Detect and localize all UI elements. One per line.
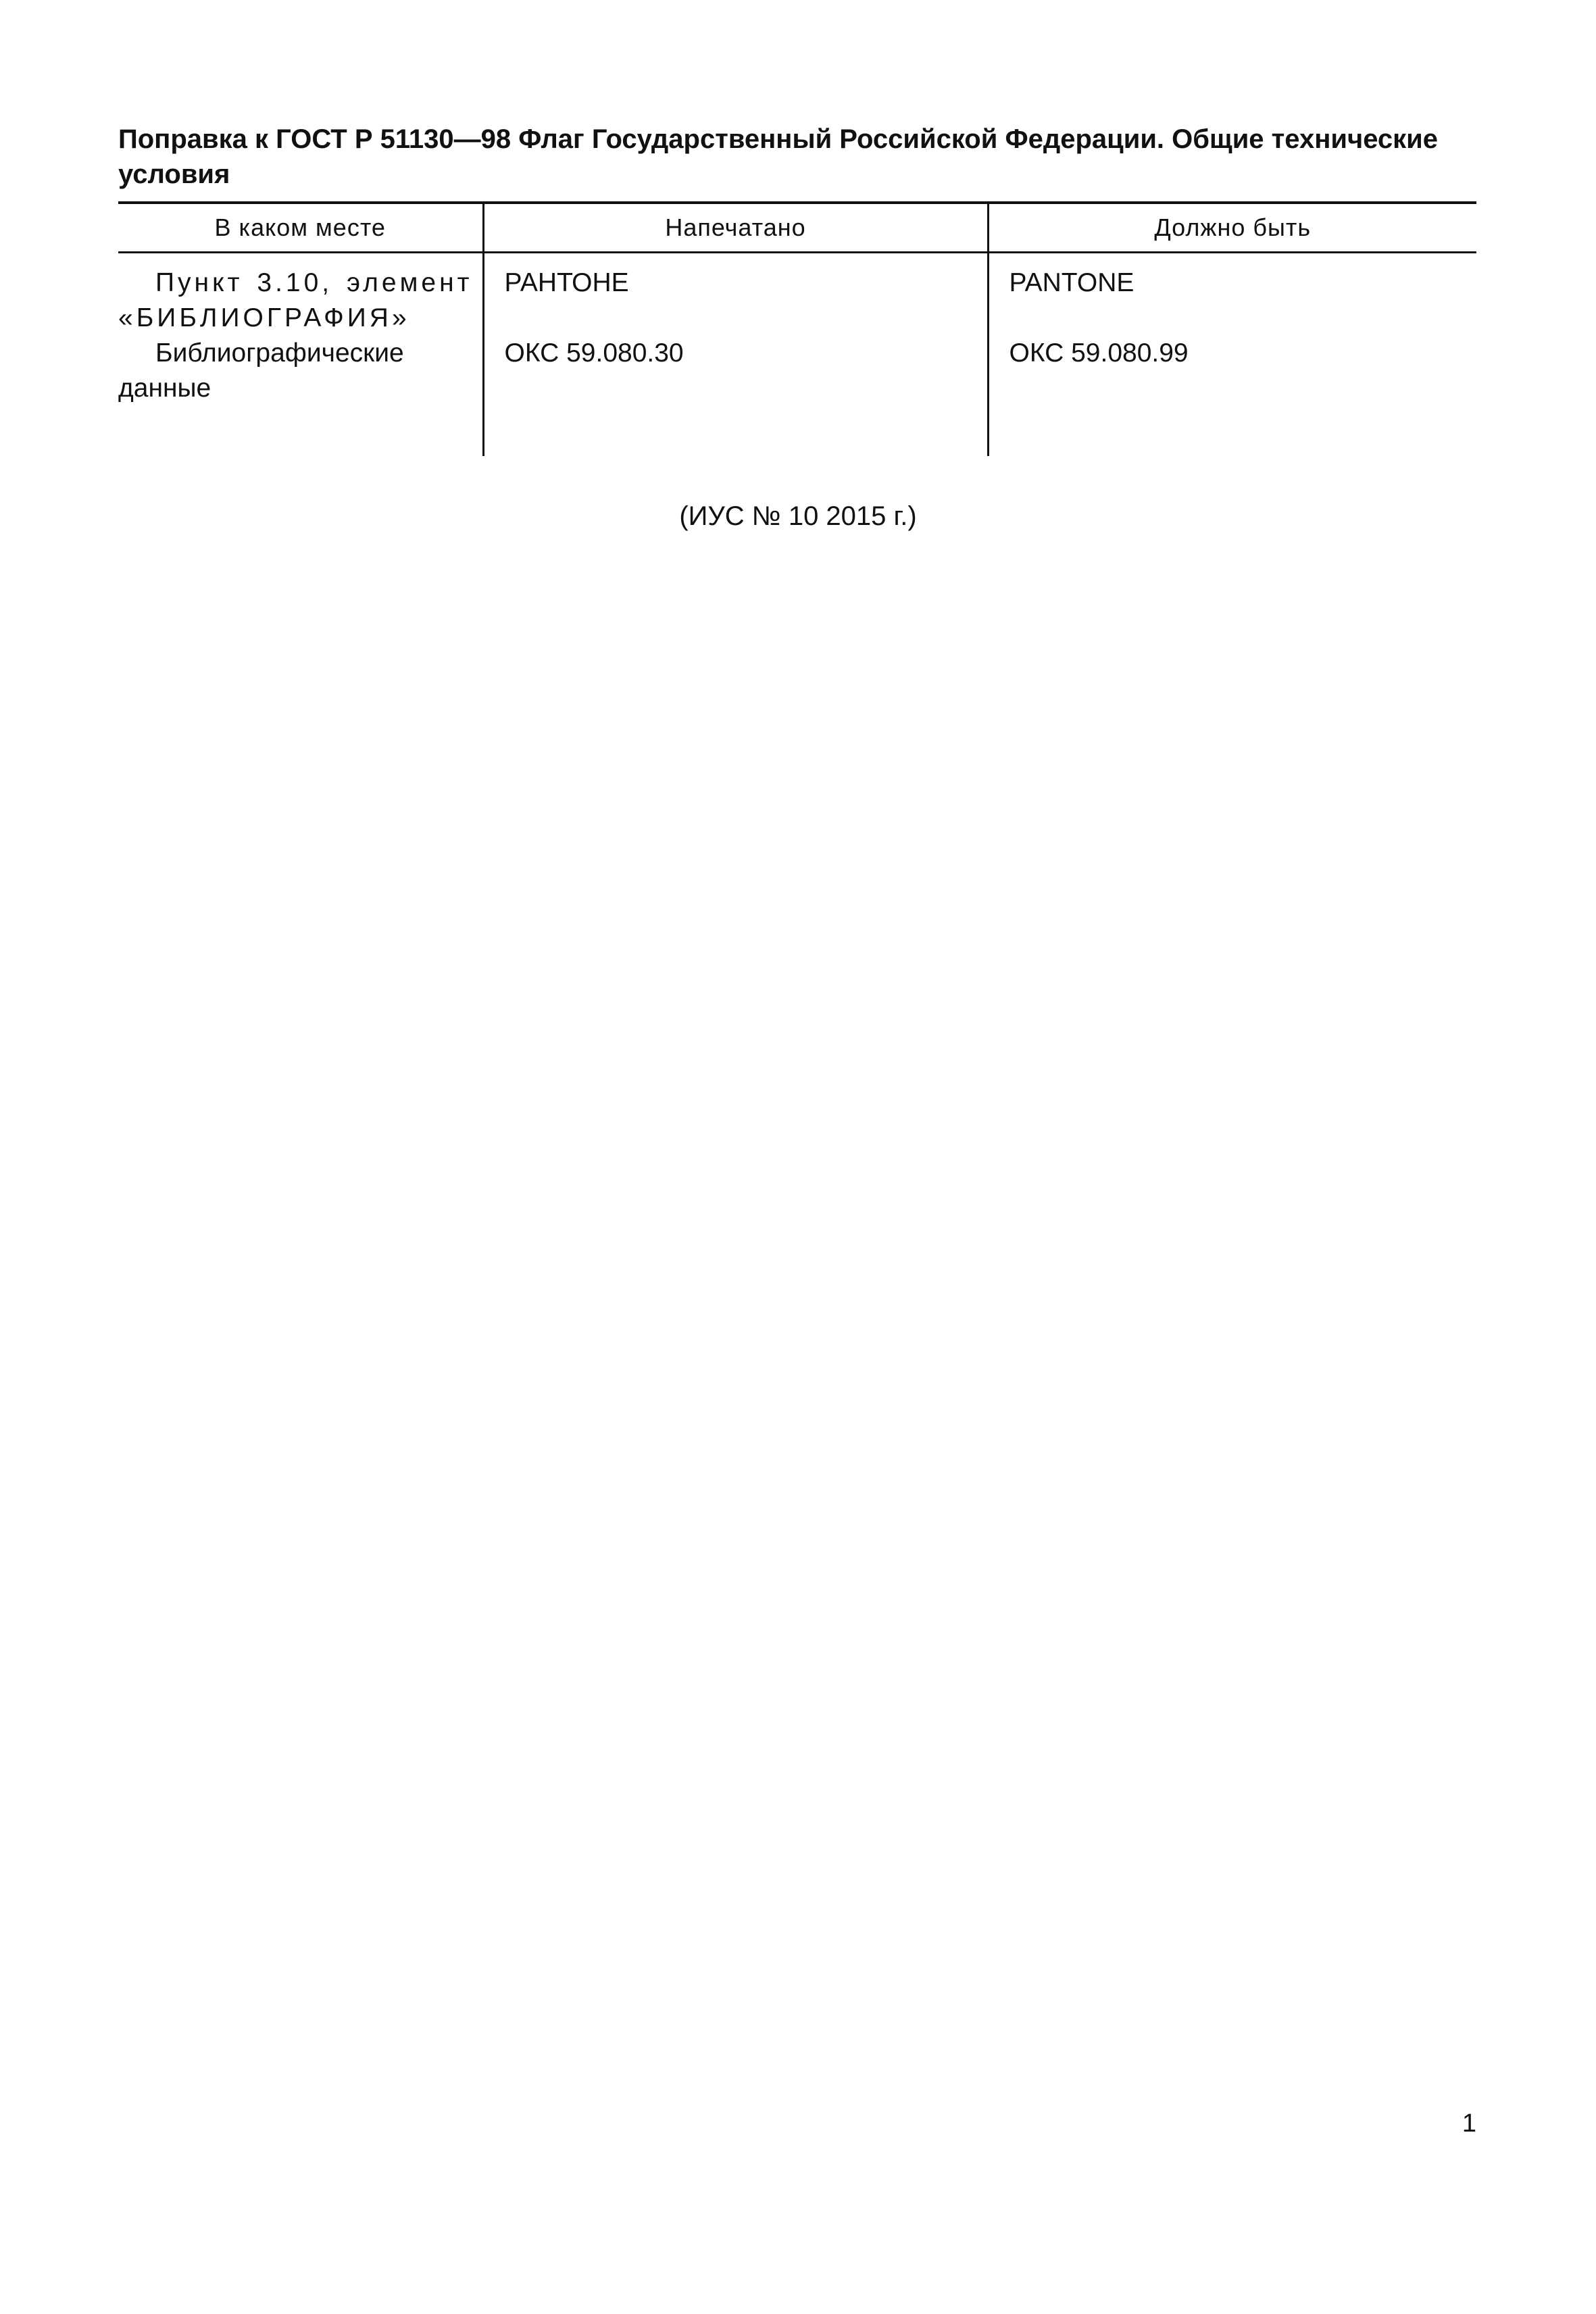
correct-value-2: ОКС 59.080.99: [1009, 338, 1189, 368]
place-item-1: Пункт 3.10, элемент «БИБЛИОГРАФИЯ»: [118, 268, 473, 332]
printed-cell: [483, 253, 988, 457]
place-item-2: Библиографические данные: [118, 338, 404, 403]
document-title: Поправка к ГОСТ Р 51130—98 Флаг Государственный Российской Федерации. Общие технические условия: [118, 124, 1439, 189]
correct-value-1: PANTONE: [1009, 268, 1134, 297]
header-printed: Напечатано: [483, 203, 988, 253]
header-place: В каком месте: [118, 203, 483, 253]
source-reference: (ИУС № 10 2015 г.): [679, 501, 917, 531]
page-number: 1: [1462, 2109, 1476, 2138]
correct-cell: [988, 253, 1476, 457]
header-correct: Должно быть: [988, 203, 1476, 253]
table-row: [118, 253, 1476, 457]
table-header-row: [118, 203, 1476, 253]
place-cell: [118, 253, 483, 457]
correction-table: [118, 201, 1476, 456]
printed-value-2: ОКС 59.080.30: [504, 338, 684, 368]
printed-value-1: РАНТОНЕ: [504, 268, 629, 297]
